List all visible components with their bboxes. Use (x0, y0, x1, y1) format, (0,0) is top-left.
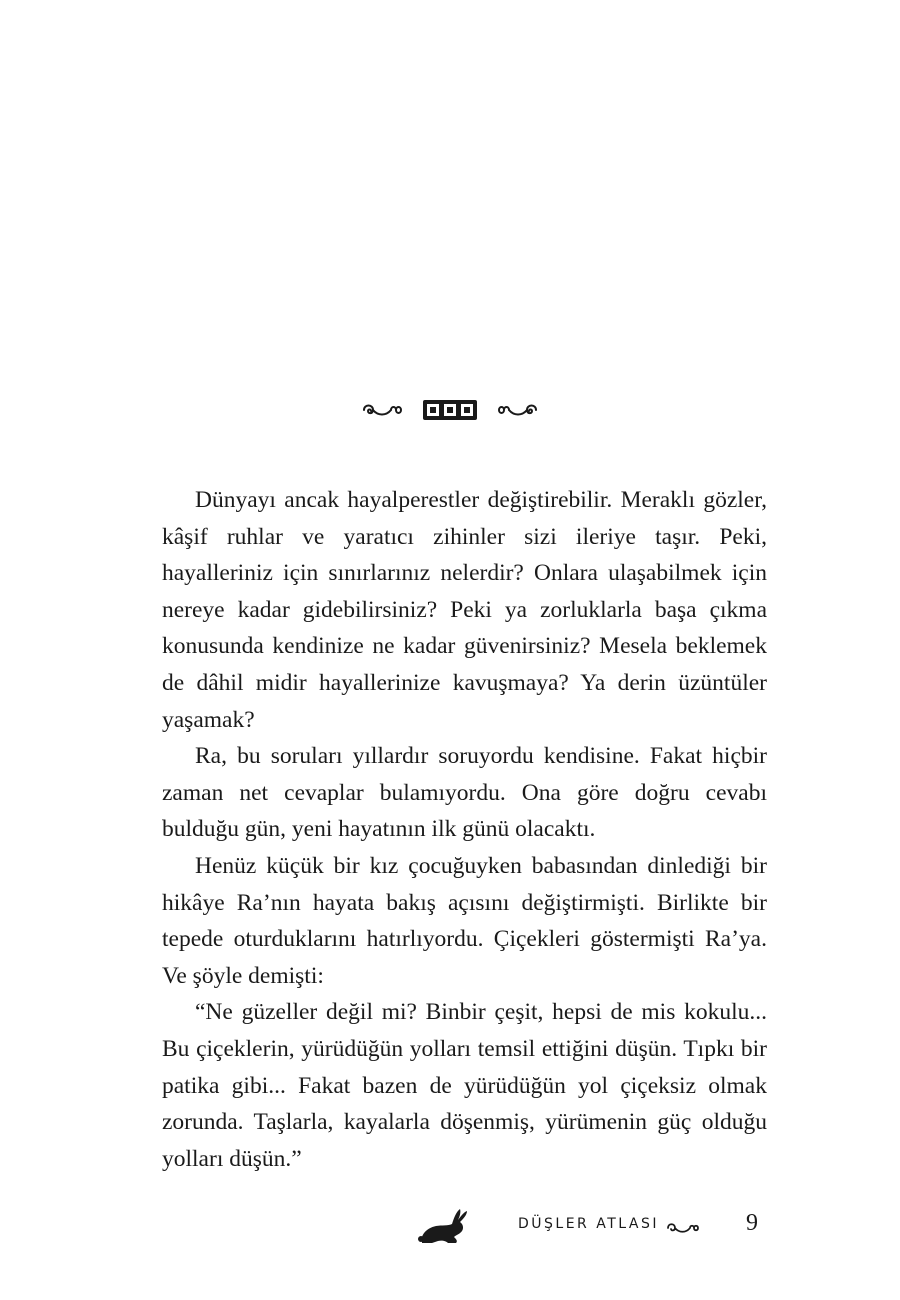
swirl-icon (358, 400, 406, 420)
paragraph: “Ne güzeller değil mi? Binbir çeşit, hepsi de mis kokulu... Bu çiçeklerin, yürüdüğün yolları temsil ettiğini düşün. Tıpkı bir patika gibi... Fakat bazen de yürüdüğün yol çiçeksiz olmak zorunda. Taşlarla, kayalarla döşenmiş, yürümenin güç olduğu yolları düşün.” (162, 999, 767, 1172)
paragraph: Henüz küçük bir kız çocuğuyken babasından dinlediği bir hikâye Ra’nın hayata bakış açısını değiştirmişti. Birlikte bir tepede oturduklarını hatırlıyordu. Çiçekleri göstermişti Ra’ya. Ve şöyle demişti: (162, 852, 767, 989)
paragraph: Dünyayı ancak hayalperestler değiştirebilir. Meraklı gözler, kâşif ruhlar ve yaratıcı zihinler sizi ileriye taşır. Peki, hayalleriniz için sınırlarınız nelerdir? Onlara ulaşabilmek için nereye kadar gidebilirsiniz? Peki ya zorluklarla başa çıkma konusunda kendinize ne kadar güvenirsiniz? Mesela beklemek de dâhil midir hayallerinize kavuşmaya? Ya derin üzüntüler yaşamak? (162, 487, 767, 733)
swirl-icon (664, 1220, 704, 1236)
body-text (162, 482, 767, 1177)
rabbit-icon (418, 1206, 470, 1246)
chapter-ornament (0, 392, 900, 428)
paragraph: Ra, bu soruları yıllardır soruyordu kendisine. Fakat hiçbir zaman net cevaplar bulamıyordu. Ona göre doğru cevabı bulduğu gün, yeni hayatının ilk günü olacaktı. (162, 743, 767, 843)
page-footer (418, 1206, 768, 1250)
swirl-icon (494, 400, 542, 420)
page-number: 9 (746, 1210, 758, 1236)
book-title: DÜŞLER ATLASI (518, 1216, 659, 1232)
meander-frame-icon (422, 399, 478, 421)
